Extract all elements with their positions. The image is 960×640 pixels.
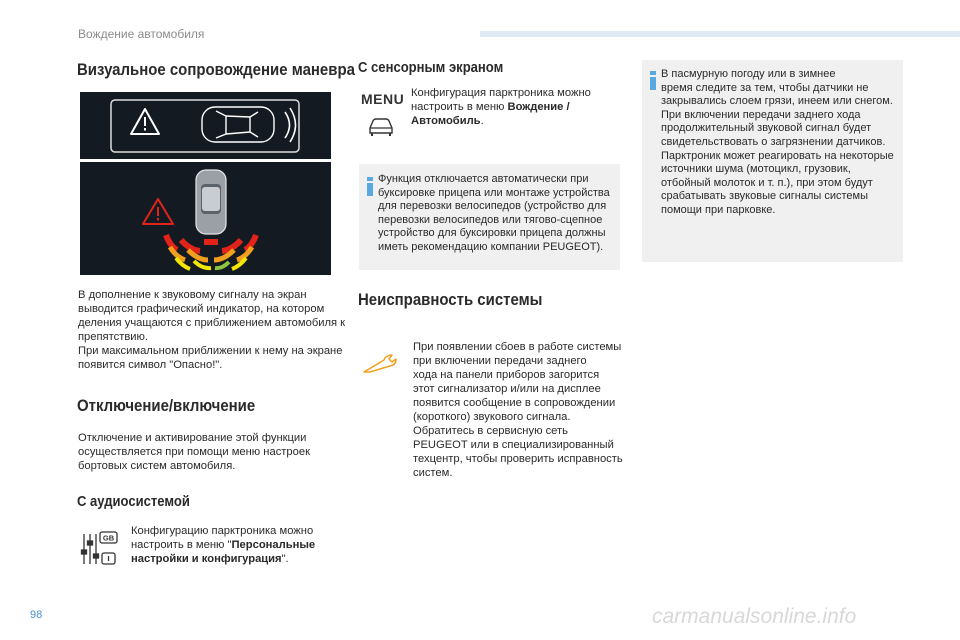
gb-label: GB <box>102 533 115 543</box>
subsection-title-audio: С аудиосистемой <box>77 494 190 510</box>
visual-guidance-paragraph: В дополнение к звуковому сигналу на экран выводится графический индикатор, на котором деления учащаются с приближением автомобиля к препятствию. При максимальном приближении к нему на экране появится символ "Опасно!". <box>78 289 346 371</box>
page-number: 98 <box>30 609 43 621</box>
car-top-view-icon <box>202 107 274 142</box>
wrench-icon <box>362 352 404 374</box>
info-text-sensors: В пасмурную погоду или в зимнее время следите за тем, чтобы датчики не закрывались слоем грязи, инеем или снегом. При включении передачи заднего хода продолжительный звуковой сигнал будет свидетельствовать о загрязнении датчиков. Парктроник может реагировать на некоторые источники шума (мотоцикл, грузовик, отбойный молоток и т. п.), при этом будут срабатывать звуковые сигналы системы помощи при парковке. <box>661 68 894 216</box>
audio-paragraph: Конфигурацию парктроника можно настроить в меню "Персональные настройки и конфигурация". <box>131 525 316 565</box>
touchscreen-paragraph: Конфигурация парктроника можно настроить в меню Вождение / Автомобиль. <box>411 87 591 127</box>
section-title-toggle: Отключение/включение <box>77 396 256 415</box>
warning-triangle-icon <box>131 109 159 134</box>
info-text-towing: Функция отключается автоматически при буксировке прицепа или монтаже устройства для перевозки велосипедов (устройство для перевозки велосипедов или тягово-сцепное устройство для буксировки прицепа должны иметь рекомендацию компании PEUGEOT). <box>378 173 610 253</box>
audio-settings-icon <box>80 528 120 568</box>
subsection-title-touchscreen: С сенсорным экраном <box>358 60 504 76</box>
info-icon <box>650 71 656 90</box>
section-title-visual-guidance: Визуальное сопровождение маневра <box>77 60 355 79</box>
menu-label: MENU <box>361 91 405 107</box>
info-icon <box>367 177 373 196</box>
watermark: carmanualsonline.info <box>652 605 857 628</box>
screen-illustration-top <box>80 92 331 159</box>
running-header: Вождение автомобиля <box>78 27 205 41</box>
sensor-arcs <box>166 235 256 269</box>
toggle-paragraph: Отключение и активирование этой функции осуществляется при помощи меню настроек бортовых систем автомобиля. <box>78 432 310 472</box>
screen-illustration-sensors <box>80 162 331 275</box>
header-bar <box>480 31 960 37</box>
car-settings-icon <box>366 114 396 138</box>
danger-warning-icon <box>143 199 173 224</box>
section-title-fault: Неисправность системы <box>358 290 543 309</box>
fault-paragraph: При появлении сбоев в работе системы при включении передачи заднего хода на панели приборов загорится этот сигнализатор и/или на дисплее появится сообщение в сопровождении (короткого) звукового сигнала. Обратитесь в сервисную сеть PEUGEOT или в специализированный техцентр, чтобы проверить исправность систем. <box>413 341 623 479</box>
info-box-towing <box>359 164 620 270</box>
car-rear-view-icon <box>196 170 226 234</box>
info-box-sensors <box>642 60 903 262</box>
